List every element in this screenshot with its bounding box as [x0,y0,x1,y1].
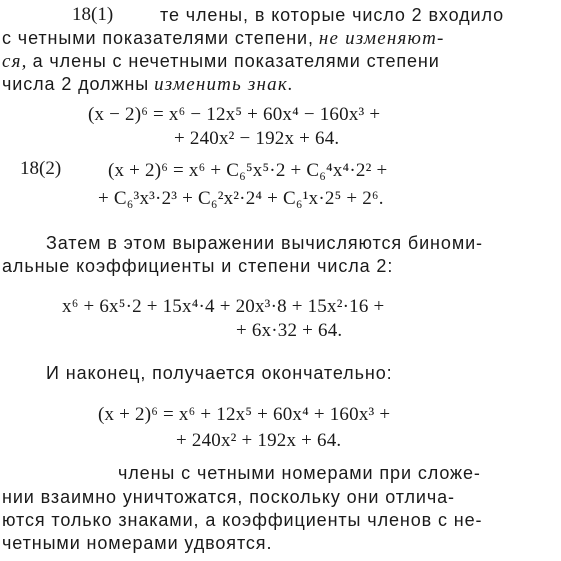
paragraph-4-line-4: четными номерами удвоятся. [2,533,273,553]
paragraph-1-line-3-text: а члены с нечетными показателями степени [32,51,440,71]
paragraph-1-line-2 [2,27,445,50]
formula-2-line-2: + C₆³x³·2³ + C₆²x²·2⁴ + C₆¹x·2⁵ + 2⁶. [98,188,384,209]
paragraph-1-line-3 [2,50,440,73]
formula-3-line-1: x⁶ + 6x⁵·2 + 15x⁴·4 + 20x³·8 + 15x²·16 + [62,296,385,317]
paragraph-1-line-2-emphasis: не изменяют- [318,28,445,49]
formula-3-line-2: + 6x·32 + 64. [236,320,343,341]
formula-4-line-1: (x + 2)⁶ = x⁶ + 12x⁵ + 60x⁴ + 160x³ + [98,404,391,425]
reference-tag-18-1: 18(1) [72,4,114,25]
paragraph-1-line-4-text: числа 2 должны [2,74,150,94]
paragraph-3-line-1: И наконец, получается окончательно: [46,363,393,383]
paragraph-1-line-4 [2,73,294,96]
formula-4-line-2: + 240x² + 192x + 64. [176,430,342,451]
paragraph-4-line-1: члены с четными номерами при сложе- [118,463,481,483]
paragraph-2-line-2: альные коэффициенты и степени числа 2: [2,256,394,276]
paragraph-1-line-2-text: с четными показателями степени, [2,28,314,48]
formula-1-line-1: (x − 2)⁶ = x⁶ − 12x⁵ + 60x⁴ − 160x³ + [88,104,381,125]
paragraph-2-line-1: Затем в этом выражении вычисляются биноми- [46,233,483,253]
paragraph-4-line-3: ются только знаками, а коэффициенты членов с не- [2,510,483,530]
formula-1-line-2: + 240x² − 192x + 64. [174,128,340,149]
paragraph-4-line-2: нии взаимно уничтожатся, поскольку они отлича- [2,487,455,507]
paragraph-1-line-1: те члены, в которые число 2 входило [160,5,505,25]
formula-2-line-1: (x + 2)⁶ = x⁶ + C₆⁵x⁵·2 + C₆⁴x⁴·2² + [108,160,388,181]
reference-tag-18-2: 18(2) [20,158,62,179]
paragraph-1-line-3-emphasis: ся, [2,51,28,72]
paragraph-1-line-4-emphasis: изменить знак. [154,74,294,95]
